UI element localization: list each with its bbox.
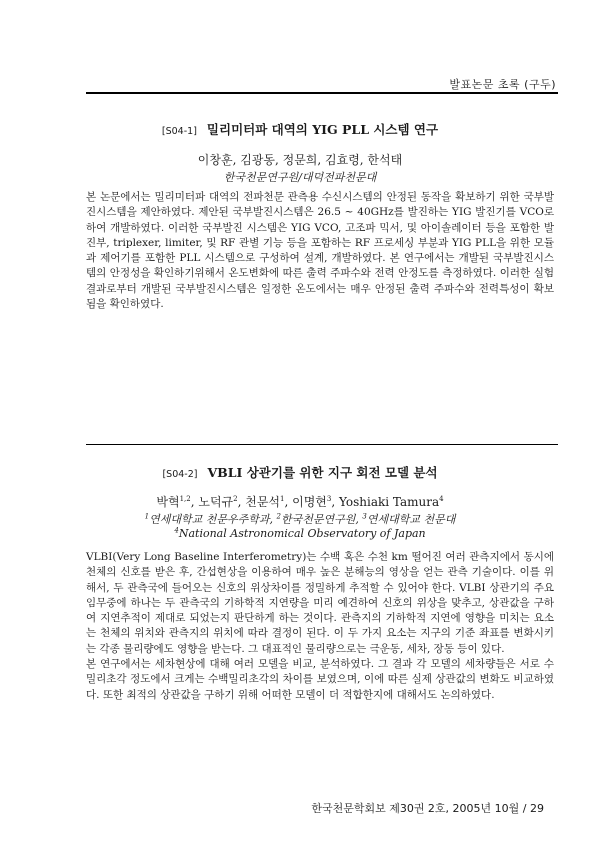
abstract-1-affiliation: 한국천문연구원/대덕전파천문대 [223,171,377,184]
affil-sup: 3 [362,512,367,521]
affil-text: National Astronomical Observatory of Japan [178,527,426,540]
abstract-1-title-text: 밀리미터파 대역의 YIG PLL 시스템 연구 [206,122,439,137]
author-name: 박혁 [156,495,180,509]
abstract-2-body-paragraph-2: 본 연구에서는 세차현상에 대해 여러 모델을 비교, 분석하였다. 그 결과 각 모델의 세차량들은 서로 수밀리초각 정도에서 크게는 수백밀리초각의 차이를 보였으며, 이에 따른 실제 상관값의 변화도 비교하였다. 또한 최적의 상관값을 구하기 위해 어떠한 모델이 더 적합한지에 대해서도 논의하였다. [86,658,554,701]
section-divider [86,444,558,445]
affil-text: 한국천문연구원, [280,513,363,526]
author-sup: 1,2 [179,495,191,503]
author-sup: 4 [439,495,444,503]
author-sup: 1 [280,495,285,503]
author-sup: 2 [233,495,238,503]
affil-sup: 4 [174,526,179,535]
running-head: 발표논문 초록 (구두) [449,78,556,91]
abstract-2-affiliation-line-2 [0,527,600,540]
abstract-1-code: [S04-1] [161,126,197,137]
abstract-2-authors [0,493,600,510]
abstract-1-title [0,120,600,138]
affil-sup: 1 [144,512,150,521]
author-sup: 3 [326,495,332,503]
header-rule [86,92,558,94]
affil-sup: 2 [276,512,281,521]
abstract-1-body: 본 논문에서는 밀리미터파 대역의 전파천문 관측용 수신시스템의 안정된 동작을 확보하기 위한 국부발진시스템을 제안하였다. 제안된 국부발진시스템은 26.5 ~ 40GHz를 발진하는 YIG 발진기를 VCO로 하여 개발하였다. 이러한 국부발진 시스템은 YIG VCO, 고조파 믹서, 및 아이솔레이터 등을 포함한 발진부, triplexer, limiter, 및 RF 관별 기능 등을 포함하는 RF 프로세싱 부분과 YIG PLL을 위한 모듈과 제어기를 포함한 PLL 시스템으로 구성하여 설계, 개발하였다. 본 연구에서는 개발된 국부발진시스템의 안정성을 확인하기위해서 온도변화에 따른 출력 주파수와 전력 안정도를 측정하였다. 이러한 실험결과로부터 개발된 국부발진시스템은 일정한 온도에서는 매우 안정된 출력 주파수와 전력특성이 확보됨을 확인하였다. [86,191,554,311]
abstract-2-body-paragraph-1: VLBI(Very Long Baseline Interferometry)는 수백 혹은 수천 km 떨어진 여러 관측지에서 동시에 천체의 신호를 받은 후, 간섭현상을 이용하여 매우 높은 분해능의 영상을 얻는 관측 기술이다. 이를 위해서, 두 관측국에 들어오는 신호의 위상차이를 정밀하게 추적할 수 있어야 한다. VLBI 상관기의 주요 임무중에 하나는 두 관측국의 기하학적 지연량을 미리 예견하여 신호의 위상을 맞추고, 상관값을 구하여 지연추적이 제대로 되었는지 판단하게 하는 것이다. 관측지의 기하학적 지연에 영향을 미치는 요소는 천체의 위치와 관측지의 위치에 따라 결정이 된다. 이 두 가지 요소는 지구의 기준 좌표를 변화시키는 각종 물리량에도 영향을 받는다. 그 대표적인 물리량으로는 극운동, 세차, 장동 등이 있다. [86,551,554,655]
author-name: , 이명현 [284,495,327,509]
abstract-2-affiliation-line-1 [0,511,600,527]
abstract-2-code: [S04-2] [162,469,198,480]
abstract-2-title [0,463,600,481]
abstract-2-title-text: VBLI 상관기를 위한 지구 회전 모델 분석 [207,465,438,480]
affil-text: 연세대학교 천문대 [366,513,456,526]
page-footer: 한국천문학회보 제30권 2호, 2005년 10월 / 29 [311,802,544,815]
author-name: , 노덕규 [190,495,234,509]
abstract-1-authors: 이창훈, 김광동, 정문희, 김효령, 한석태 [197,153,403,167]
affil-text: 연세대학교 천문우주학과, [149,513,277,526]
author-name: , Yoshiaki Tamura [331,495,440,509]
author-name: , 천문석 [237,495,281,509]
